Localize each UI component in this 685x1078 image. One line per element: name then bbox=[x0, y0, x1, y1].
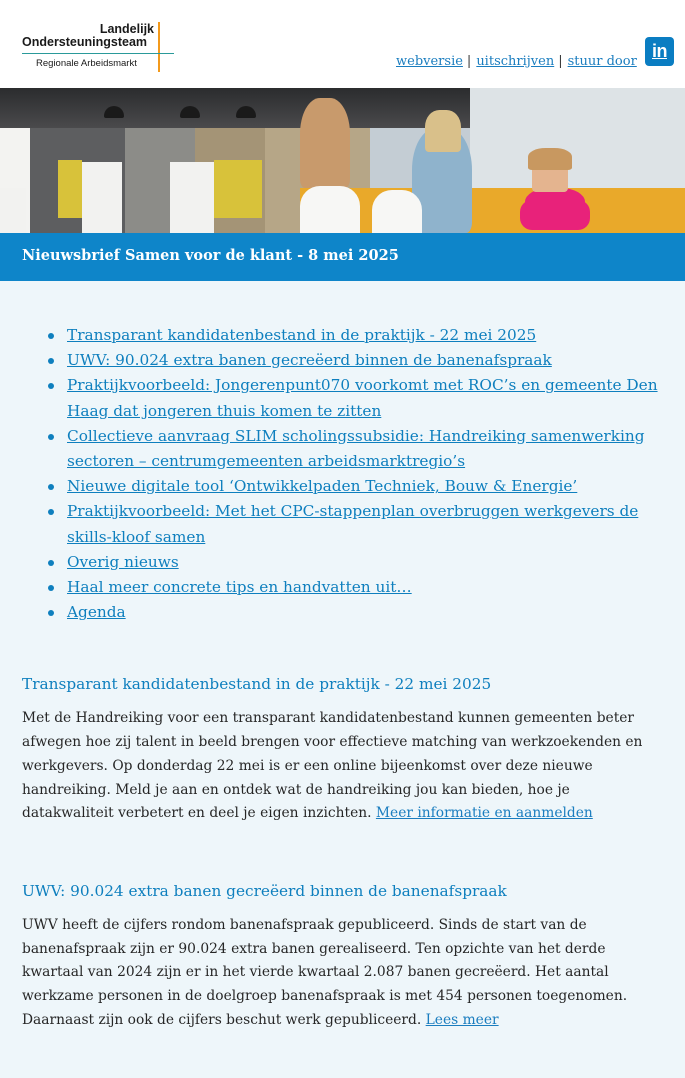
hero-person bbox=[528, 148, 572, 170]
hero-person bbox=[300, 98, 350, 188]
hero-chair bbox=[300, 186, 360, 233]
stuur-door-link[interactable]: stuur door bbox=[567, 54, 637, 69]
article-uwv-banen bbox=[0, 881, 685, 1033]
top-links bbox=[396, 54, 637, 69]
toc-item bbox=[48, 323, 667, 348]
newsletter-header bbox=[0, 0, 685, 88]
hero-photo bbox=[0, 88, 685, 233]
hero-bench bbox=[214, 160, 262, 218]
toc-link[interactable]: Praktijkvoorbeeld: Met het CPC-stappenplan overbruggen werkgevers de skills-kloof samen bbox=[67, 502, 639, 546]
toc-link[interactable]: Collectieve aanvraag SLIM scholingssubsidie: Handreiking samenwerking sectoren – centrumgemeenten arbeidsmarktregio’s bbox=[67, 426, 645, 471]
linkedin-icon-label: in bbox=[652, 41, 667, 61]
toc-link[interactable]: Transparant kandidatenbestand in de praktijk - 22 mei 2025 bbox=[67, 326, 537, 344]
toc-item bbox=[48, 373, 667, 423]
newsletter-title-bar bbox=[0, 233, 685, 281]
table-of-contents bbox=[0, 323, 685, 625]
toc-link[interactable]: Nieuwe digitale tool ‘Ontwikkelpaden Techniek, Bouw & Energie’ bbox=[67, 477, 578, 496]
toc-item bbox=[48, 550, 667, 575]
meer-informatie-link[interactable]: Meer informatie en aanmelden bbox=[375, 805, 593, 822]
article-title: Transparant kandidatenbestand in de praktijk - 22 mei 2025 bbox=[22, 675, 492, 694]
toc-link[interactable]: Haal meer concrete tips en handvatten uit… bbox=[67, 578, 412, 597]
toc-item bbox=[48, 575, 667, 600]
toc-link[interactable]: Praktijkvoorbeeld: Jongerenpunt070 voorkomt met ROC’s en gemeente Den Haag dat jongeren thuis komen te zitten bbox=[67, 376, 658, 420]
article-body bbox=[22, 707, 663, 826]
hero-partition bbox=[170, 162, 214, 233]
article-kandidatenbestand bbox=[0, 674, 685, 826]
hero-wall bbox=[470, 88, 685, 198]
article-body bbox=[22, 914, 663, 1033]
toc-link[interactable]: Overig nieuws bbox=[67, 552, 179, 571]
logo-divider bbox=[22, 53, 174, 54]
hero-partition bbox=[82, 162, 122, 233]
article-text: UWV heeft de cijfers rondom banenafspraak gepubliceerd. Sinds de start van de banenafspraak zijn er 90.024 extra banen gerealiseerd. Ten opzichte van het derde kwartaal van 2024 zijn er in het vierde kwartaal 2.087 banen gecreëerd. Het aantal werkzame personen in de doelgroep banenafspraak is met 454 personen toegenomen. Daarnaast zijn ook de cijfers beschut werk gepubliceerd. bbox=[22, 916, 628, 1028]
newsletter-title: Nieuwsbrief Samen voor de klant - 8 mei 2025 bbox=[22, 247, 399, 264]
article-text: Met de Handreiking voor een transparant kandidatenbestand kunnen gemeenten beter afwegen hoe zij talent in beeld brengen voor effectieve matching van werkzoekenden en werkgevers. Op donderdag 22 mei is er een online bijeenkomst over deze nieuwe handreiking. Meld je aan en ontdek wat de handreiking jou kan bieden, hoe je datakwaliteit verbetert en deel je eigen inzichten. bbox=[22, 710, 643, 822]
toc-link[interactable]: UWV: 90.024 extra banen gecreëerd binnen de banenafspraak bbox=[67, 351, 552, 370]
toc-link[interactable]: Agenda bbox=[67, 603, 126, 622]
linkedin-icon[interactable] bbox=[645, 37, 674, 66]
toc-item bbox=[48, 474, 667, 499]
newsletter-content bbox=[0, 281, 685, 1078]
article-title: UWV: 90.024 extra banen gecreëerd binnen de banenafspraak bbox=[22, 881, 507, 900]
toc-item bbox=[48, 600, 667, 625]
hero-person bbox=[525, 188, 585, 223]
logo-line-2: Ondersteuningsteam bbox=[22, 35, 148, 49]
hero-cabinet bbox=[0, 188, 26, 233]
logo-accent-bar bbox=[158, 22, 160, 72]
separator: | bbox=[466, 54, 472, 69]
logo-line-3: Regionale Arbeidsmarkt bbox=[36, 58, 137, 69]
lees-meer-link[interactable]: Lees meer bbox=[425, 1011, 499, 1028]
hero-person bbox=[425, 110, 461, 152]
hero-chair bbox=[372, 190, 422, 233]
logo-line-1: Landelijk bbox=[99, 22, 154, 36]
hero-bench bbox=[58, 160, 82, 218]
logo[interactable] bbox=[22, 22, 174, 72]
toc-item bbox=[48, 424, 667, 474]
uitschrijven-link[interactable]: uitschrijven bbox=[476, 54, 555, 69]
toc-item bbox=[48, 499, 667, 549]
toc-item bbox=[48, 348, 667, 373]
separator: | bbox=[558, 54, 563, 69]
webversie-link[interactable]: webversie bbox=[396, 54, 463, 69]
